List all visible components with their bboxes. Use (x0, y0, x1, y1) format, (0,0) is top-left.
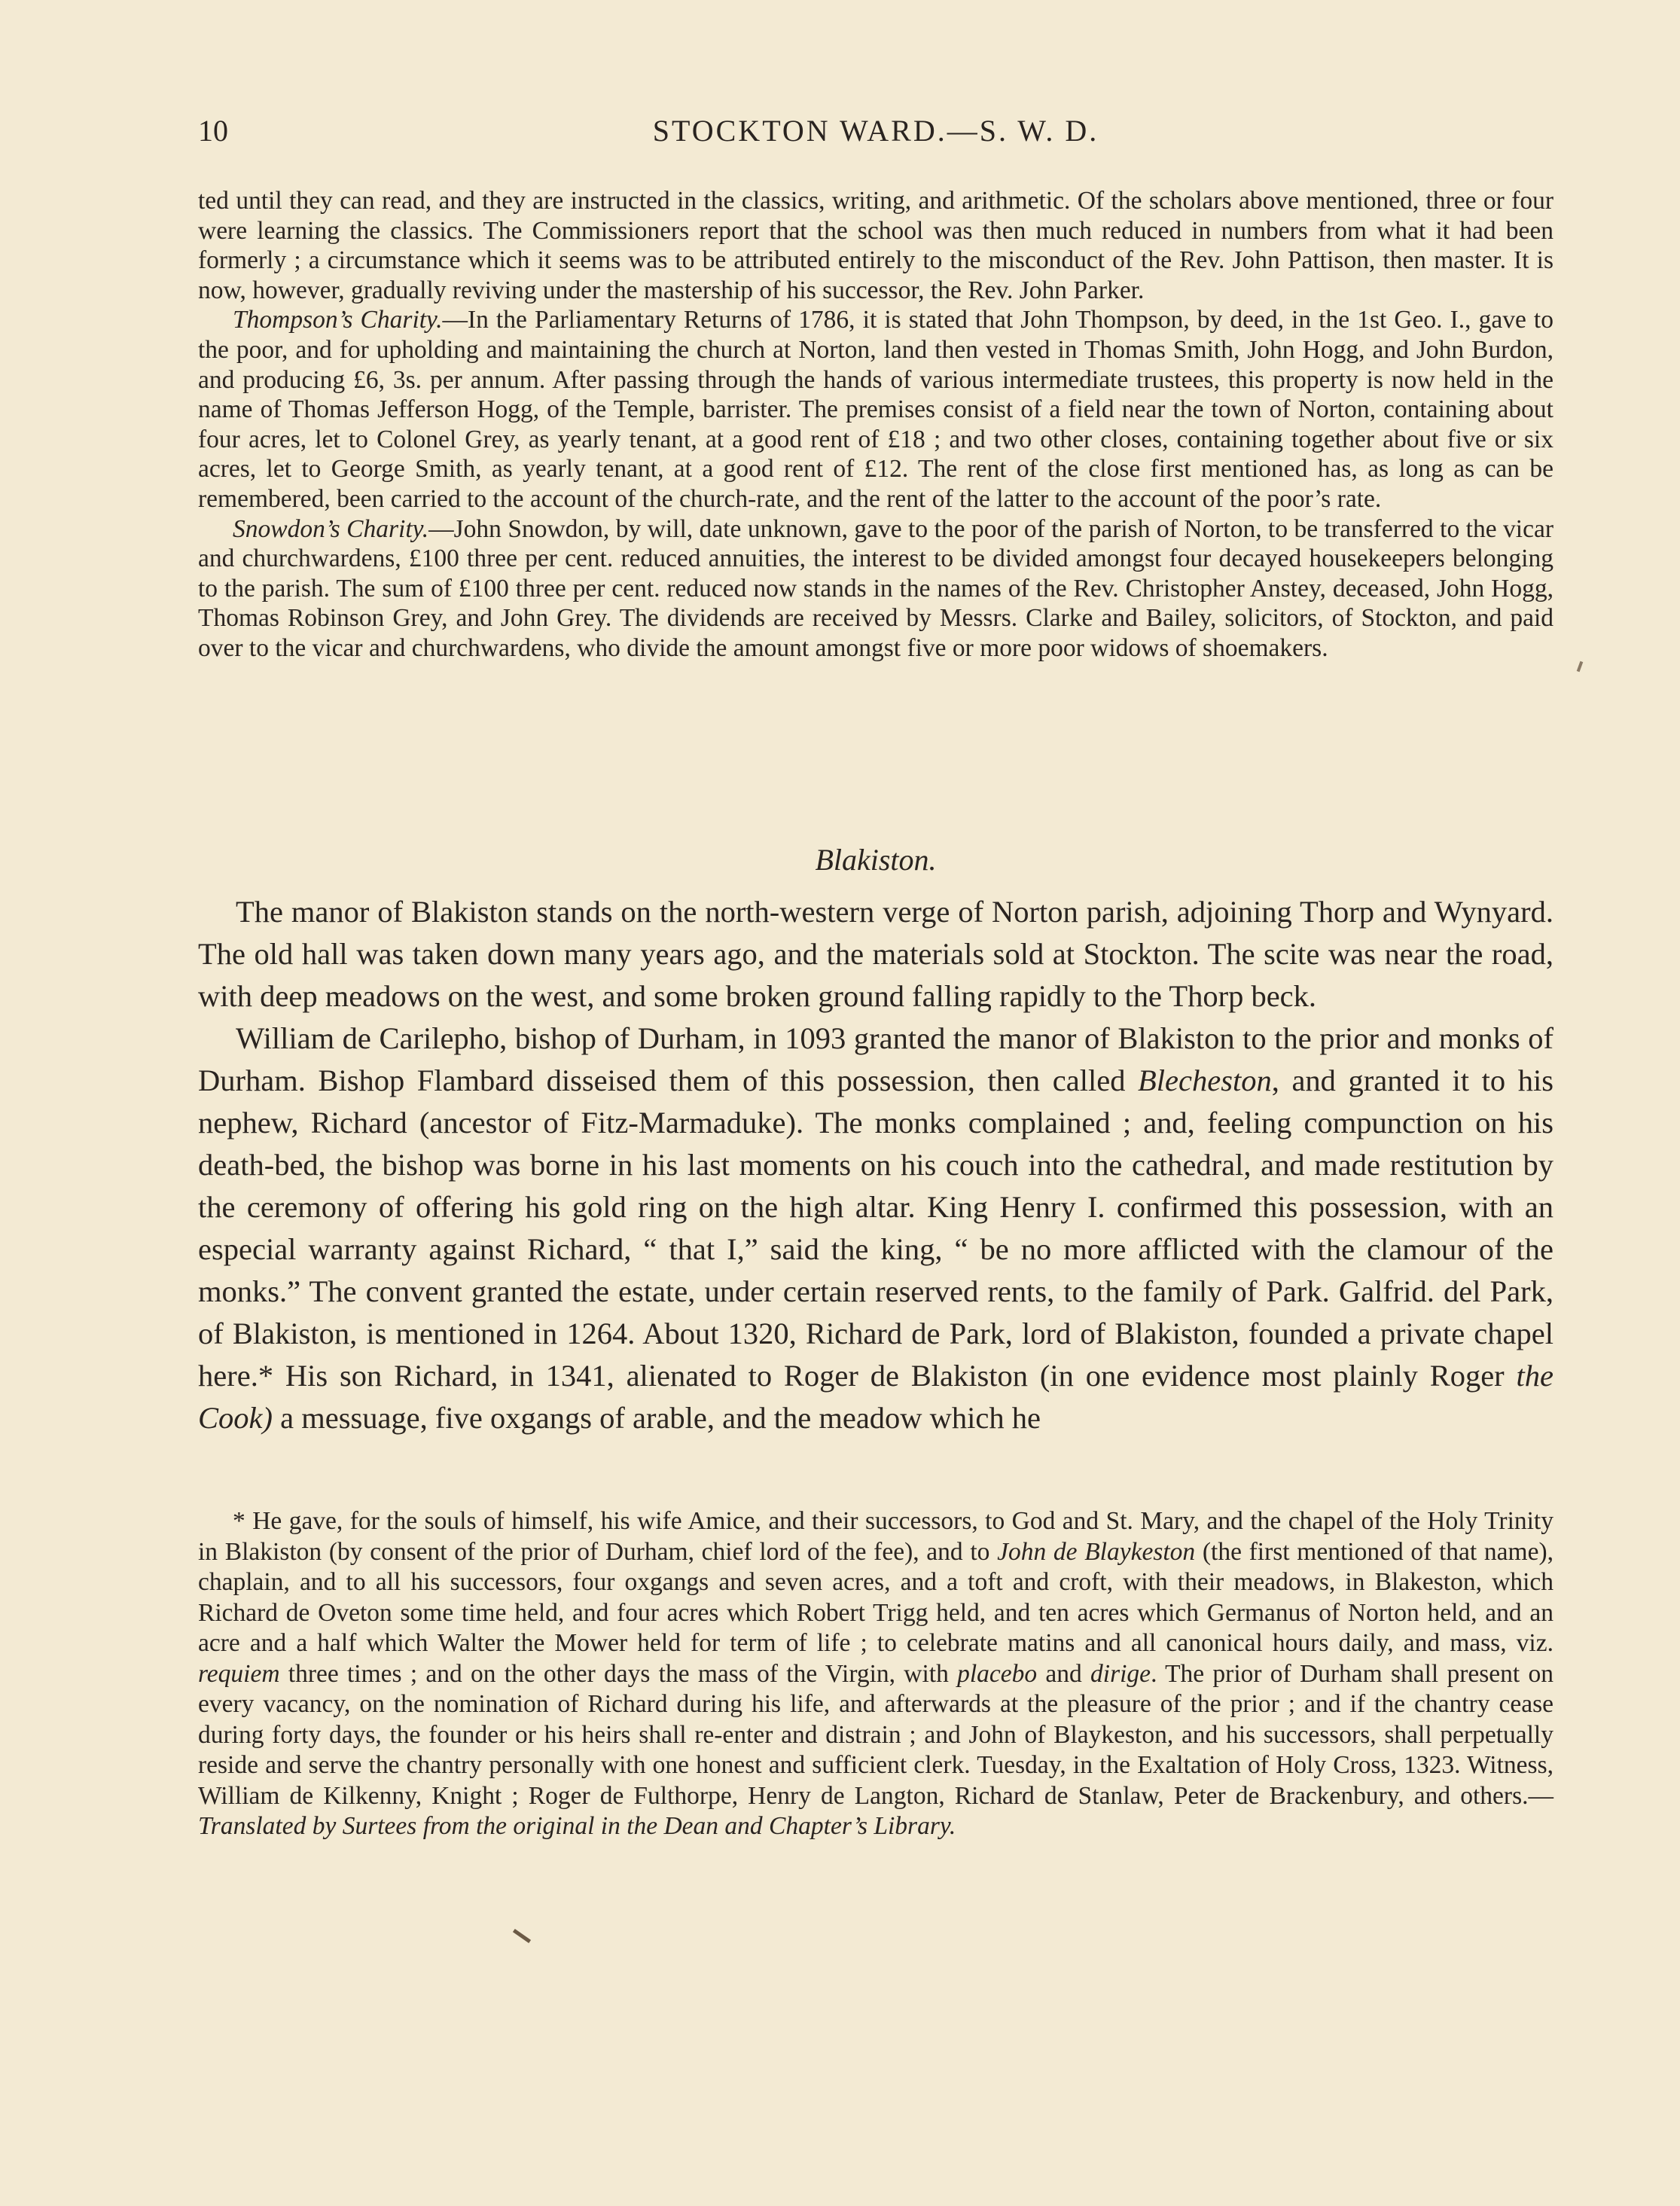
snowdon-title: Snowdon’s Charity. (233, 514, 429, 543)
footnote-text-b: (the first mentioned of that name), chaplain, and to all his successors, four oxgangs and seven acres, and a toft and croft, with their meadows, in Blakeston, which Richard de Oveton some time held, and four acres which Robert Trigg held, and ten acres which Germanus of Norton held, and an acre and a half which Walter the Mower held for term of life ; to celebrate matins and all canonical hours daily, and mass, viz. (198, 1537, 1553, 1657)
running-head (198, 113, 1553, 158)
footnote-italic-b: requiem (198, 1659, 280, 1688)
thompson-text: —In the Parliamentary Returns of 1786, it is stated that John Thompson, by deed, in the 1st Geo. I., gave to the poor, and for upholding and maintaining the church at Norton, land then vested in Thomas Smith, John Hogg, and John Burdon, and producing £6, 3s. per annum. After passing through the hands of various intermediate trustees, this property is now held in the name of Thomas Jefferson Hogg, of the Temple, barrister. The premises consist of a field near the town of Norton, containing about four acres, let to Colonel Grey, as yearly tenant, at a good rent of £18 ; and two other closes, containing together about five or six acres, let to George Smith, as yearly tenant, at a good rent of £12. The rent of the close first mentioned has, as long as can be remembered, been carried to the account of the church-rate, and the rent of the latter to the account of the poor’s rate. (198, 306, 1553, 513)
footnote-paragraph (198, 1506, 1553, 1842)
blakiston-p2-text-c: a messuage, five oxgangs of arable, and the meadow which he (272, 1401, 1041, 1435)
blakiston-paragraph-1: The manor of Blakiston stands on the north-western verge of Norton parish, adjoining Thorp and Wynyard. The old hall was taken down many years ago, and the materials sold at Stockton. The scite was near the road, with deep meadows on the west, and some broken ground falling rapidly to the Thorp beck. (198, 895, 1553, 1013)
footnote-italic-e: Translated by Surtees from the original in the Dean and Chapter’s Library. (198, 1812, 956, 1840)
page-number: 10 (198, 114, 228, 148)
footnote-text-c: three times ; and on the other days the mass of the Virgin, with (279, 1659, 958, 1688)
thompson-paragraph (198, 305, 1553, 514)
blakiston-p2-italic-b: the Cook) (198, 1359, 1553, 1435)
blakiston-paragraph-2 (198, 1018, 1553, 1439)
blakiston-p2-text-b: , and granted it to his nephew, Richard (ancestor of Fitz-Marmaduke). The monks complained ; and, feeling compunction on his death-bed, the bishop was borne in his last moments on his couch into the cathedral, and made restitution by the ceremony of offering his gold ring on the high altar. King Henry I. confirmed this possession, with an especial warranty against Richard, “ that I,” said the king, “ be no more afflicted with the clamour of the monks.” The convent granted the estate, under certain reserved rents, to the family of Park. Galfrid. del Park, of Blakiston, is mentioned in 1264. About 1320, Richard de Park, lord of Blakiston, founded a private chapel here.* His son Richard, in 1341, alienated to Roger de Blakiston (in one evidence most plainly Roger (198, 1063, 1554, 1393)
stray-ink-mark (513, 1929, 531, 1943)
snowdon-text: —John Snowdon, by will, date unknown, gave to the poor of the parish of Norton, to be transferred to the vicar and churchwardens, £100 three per cent. reduced annuities, the interest to be divided amongst four decayed housekeepers belonging to the parish. The sum of £100 three per cent. reduced now stands in the names of the Rev. Christopher Anstey, deceased, John Hogg, Thomas Robinson Grey, and John Grey. The dividends are received by Messrs. Clarke and Bailey, solicitors, of Stockton, and paid over to the vicar and churchwardens, who divide the amount amongst five or more poor widows of shoemakers. (198, 514, 1553, 662)
footnote-text-d: and (1037, 1659, 1091, 1688)
footnote-text-a: * He gave, for the souls of himself, his wife Amice, and their successors, to God and St. Mary, and the chapel of the Holy Trinity in Blakiston (by consent of the prior of Durham, chief lord of the fee), and to (198, 1507, 1553, 1566)
snowdon-paragraph (198, 514, 1553, 664)
footnote-italic-d: dirige (1090, 1659, 1151, 1688)
blakiston-p2-text-a: William de Carilepho, bishop of Durham, in 1093 granted the manor of Blakiston to the prior and monks of Durham. Bishop Flambard disseised them of this possession, then called (198, 1021, 1553, 1097)
charities-section (198, 186, 1553, 664)
school-paragraph: ted until they can read, and they are instructed in the classics, writing, and arithmetic. Of the scholars above mentioned, three or four were learning the classics. The Commissioners report that the school was then much reduced in numbers from what it had been formerly ; a circumstance which it seems was to be attributed entirely to the misconduct of the Rev. John Pattison, then master. It is now, however, gradually reviving under the mastership of his successor, the Rev. John Parker. (198, 187, 1553, 304)
blakiston-p2-italic-a: Blecheston (1138, 1063, 1272, 1097)
thompson-title: Thompson’s Charity. (233, 306, 443, 334)
blakiston-body (198, 891, 1553, 1439)
running-title: STOCKTON WARD.—S. W. D. (652, 114, 1099, 148)
margin-tick-mark (1577, 661, 1584, 673)
footnote (198, 1506, 1553, 1842)
section-heading: Blakiston. (815, 843, 937, 877)
footnote-italic-c: placebo (957, 1659, 1038, 1688)
footnote-text-e: . The prior of Durham shall present on every vacancy, on the nomination of Richard during his life, and afterwards at the pleasure of the prior ; and if the chantry cease during forty days, the founder or his heirs shall re-enter and distrain ; and John of Blaykeston, and his successors, shall perpetually reside and serve the chantry personally with one honest and sufficient clerk. Tuesday, in the Exaltation of Holy Cross, 1323. Witness, William de Kilkenny, Knight ; Roger de Fulthorpe, Henry de Langton, Richard de Stanlaw, Peter de Brackenbury, and others.— (198, 1659, 1553, 1810)
footnote-italic-a: John de Blaykeston (997, 1537, 1196, 1566)
